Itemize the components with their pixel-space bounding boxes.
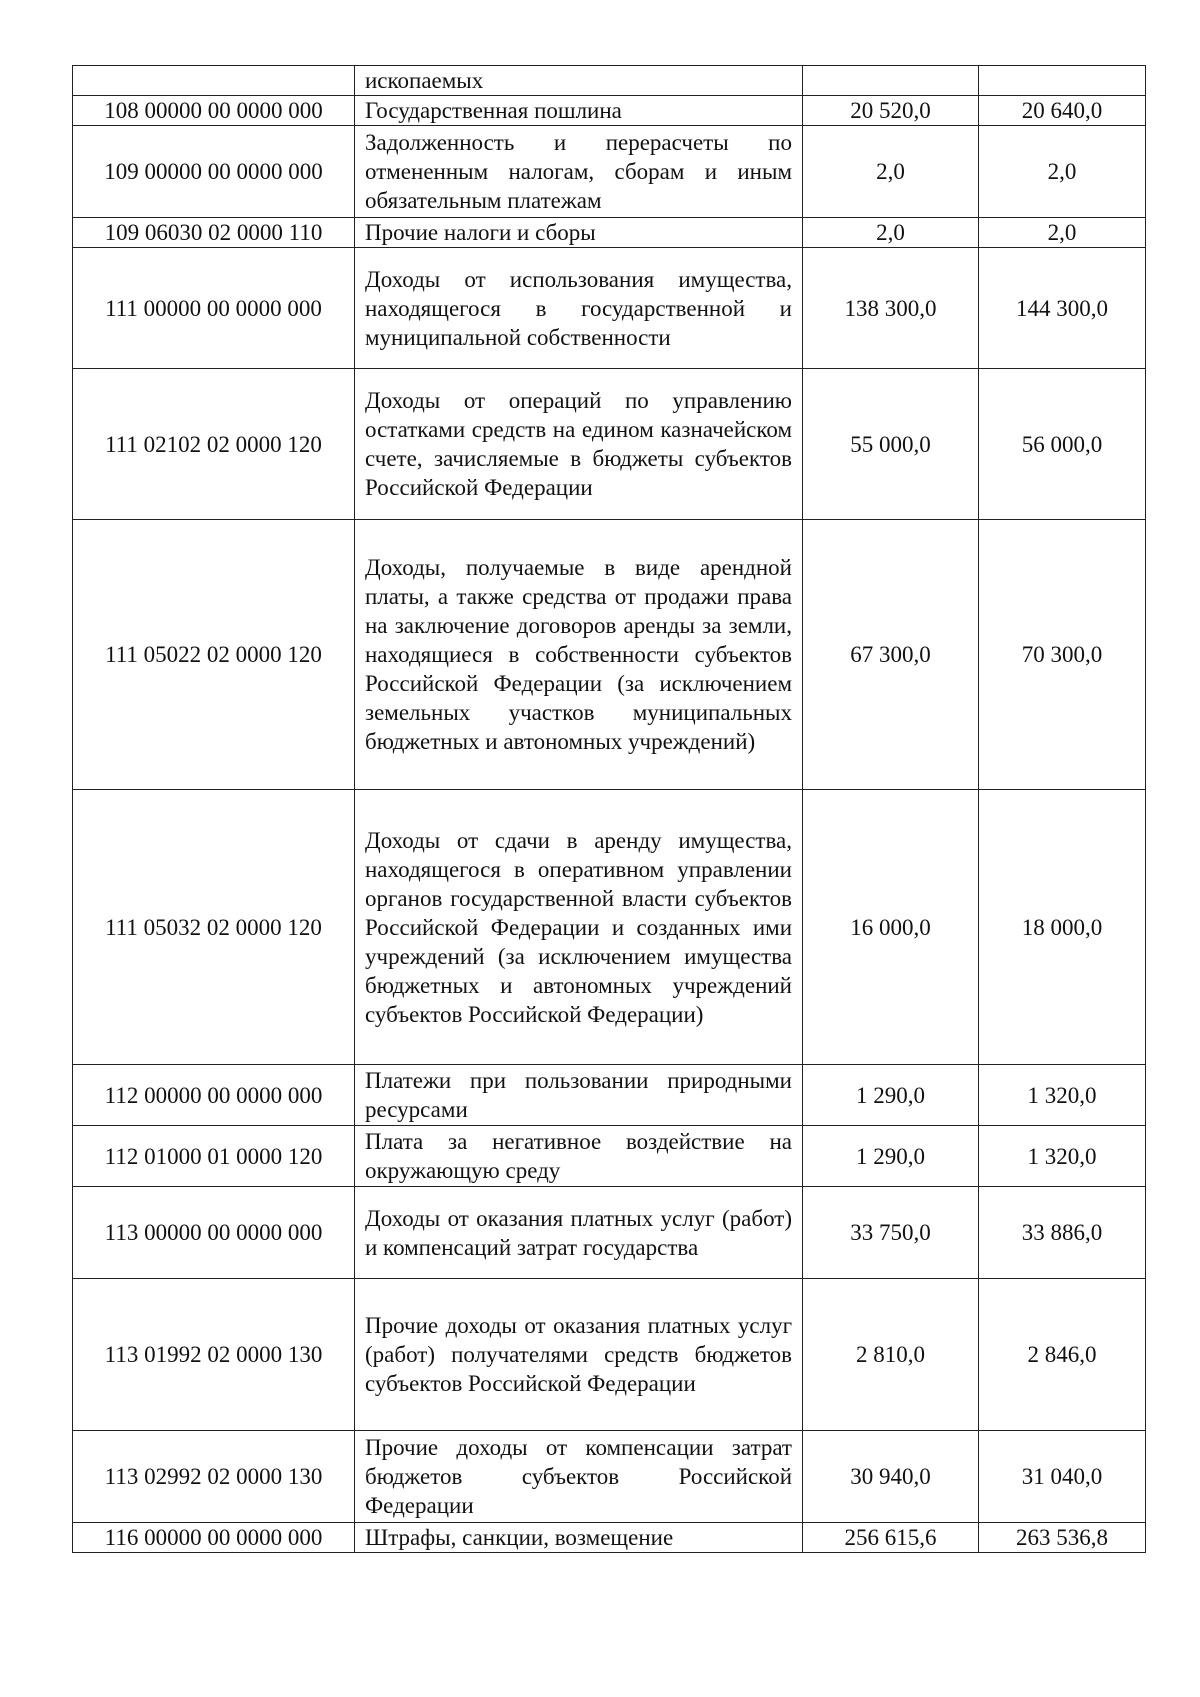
table-row (73, 1279, 1146, 1431)
row-value-year-2: 2 846,0 (979, 1279, 1146, 1431)
row-value-year-1: 55 000,0 (803, 369, 979, 520)
row-description: ископаемых (355, 66, 803, 96)
table-row (73, 1126, 1146, 1187)
row-value-year-1: 20 520,0 (803, 96, 979, 126)
row-description: Прочие доходы от компенсации затрат бюджетов субъектов Российской Федерации (355, 1431, 803, 1523)
row-value-year-2: 18 000,0 (979, 790, 1146, 1065)
row-code: 116 00000 00 0000 000 (73, 1523, 355, 1553)
table-row (73, 1431, 1146, 1523)
row-description: Доходы от оказания платных услуг (работ) и компенсаций затрат государства (355, 1187, 803, 1279)
row-value-year-2: 56 000,0 (979, 369, 1146, 520)
row-value-year-2: 1 320,0 (979, 1126, 1146, 1187)
row-description: Доходы от операций по управлению остатками средств на едином казначейском счете, зачисляемые в бюджеты субъектов Российской Федерации (355, 369, 803, 520)
row-value-year-2: 70 300,0 (979, 520, 1146, 790)
row-value-year-2: 2,0 (979, 126, 1146, 218)
row-value-year-1: 1 290,0 (803, 1065, 979, 1126)
row-code: 109 06030 02 0000 110 (73, 218, 355, 248)
table-row (73, 218, 1146, 248)
row-value-year-1: 67 300,0 (803, 520, 979, 790)
row-description: Задолженность и перерасчеты по отмененным налогам, сборам и иным обязательным платежам (355, 126, 803, 218)
row-description: Платежи при пользовании природными ресурсами (355, 1065, 803, 1126)
row-code (73, 66, 355, 96)
row-code: 112 01000 01 0000 120 (73, 1126, 355, 1187)
row-value-year-1: 138 300,0 (803, 248, 979, 369)
budget-revenue-table (72, 65, 1146, 1553)
table-row (73, 1523, 1146, 1553)
row-description: Доходы, получаемые в виде арендной платы, а также средства от продажи права на заключение договоров аренды за земли, находящиеся в собственности субъектов Российской Федерации (за исключением земельных участков муниципальных бюджетных и автономных учреждений) (355, 520, 803, 790)
row-code: 112 00000 00 0000 000 (73, 1065, 355, 1126)
table-row (73, 369, 1146, 520)
row-value-year-1: 2,0 (803, 218, 979, 248)
row-code: 111 05022 02 0000 120 (73, 520, 355, 790)
table-row (73, 1187, 1146, 1279)
row-description: Штрафы, санкции, возмещение (355, 1523, 803, 1553)
row-code: 108 00000 00 0000 000 (73, 96, 355, 126)
row-value-year-2: 31 040,0 (979, 1431, 1146, 1523)
row-value-year-2: 263 536,8 (979, 1523, 1146, 1553)
row-value-year-1: 33 750,0 (803, 1187, 979, 1279)
table-row (73, 66, 1146, 96)
row-code: 113 02992 02 0000 130 (73, 1431, 355, 1523)
row-description: Прочие налоги и сборы (355, 218, 803, 248)
row-description: Доходы от сдачи в аренду имущества, находящегося в оперативном управлении органов государственной власти субъектов Российской Федерации и созданных ими учреждений (за исключением имущества бюджетных и автономных учреждений субъектов Российской Федерации) (355, 790, 803, 1065)
row-value-year-1: 1 290,0 (803, 1126, 979, 1187)
table-row (73, 126, 1146, 218)
row-code: 111 05032 02 0000 120 (73, 790, 355, 1065)
row-value-year-2: 144 300,0 (979, 248, 1146, 369)
row-value-year-2: 2,0 (979, 218, 1146, 248)
row-code: 113 00000 00 0000 000 (73, 1187, 355, 1279)
row-code: 109 00000 00 0000 000 (73, 126, 355, 218)
row-code: 111 02102 02 0000 120 (73, 369, 355, 520)
table-row (73, 520, 1146, 790)
row-value-year-1: 2 810,0 (803, 1279, 979, 1431)
row-description: Доходы от использования имущества, находящегося в государственной и муниципальной собственности (355, 248, 803, 369)
table-row (73, 248, 1146, 369)
table-body (73, 66, 1146, 1553)
row-description: Плата за негативное воздействие на окружающую среду (355, 1126, 803, 1187)
table-row (73, 1065, 1146, 1126)
table-row (73, 790, 1146, 1065)
table-row (73, 96, 1146, 126)
row-description: Прочие доходы от оказания платных услуг (работ) получателями средств бюджетов субъектов Российской Федерации (355, 1279, 803, 1431)
row-value-year-1: 16 000,0 (803, 790, 979, 1065)
row-value-year-2: 20 640,0 (979, 96, 1146, 126)
row-value-year-2: 1 320,0 (979, 1065, 1146, 1126)
row-value-year-1: 256 615,6 (803, 1523, 979, 1553)
row-description: Государственная пошлина (355, 96, 803, 126)
row-value-year-1: 30 940,0 (803, 1431, 979, 1523)
row-value-year-2 (979, 66, 1146, 96)
row-value-year-1 (803, 66, 979, 96)
row-value-year-2: 33 886,0 (979, 1187, 1146, 1279)
row-code: 113 01992 02 0000 130 (73, 1279, 355, 1431)
row-value-year-1: 2,0 (803, 126, 979, 218)
row-code: 111 00000 00 0000 000 (73, 248, 355, 369)
